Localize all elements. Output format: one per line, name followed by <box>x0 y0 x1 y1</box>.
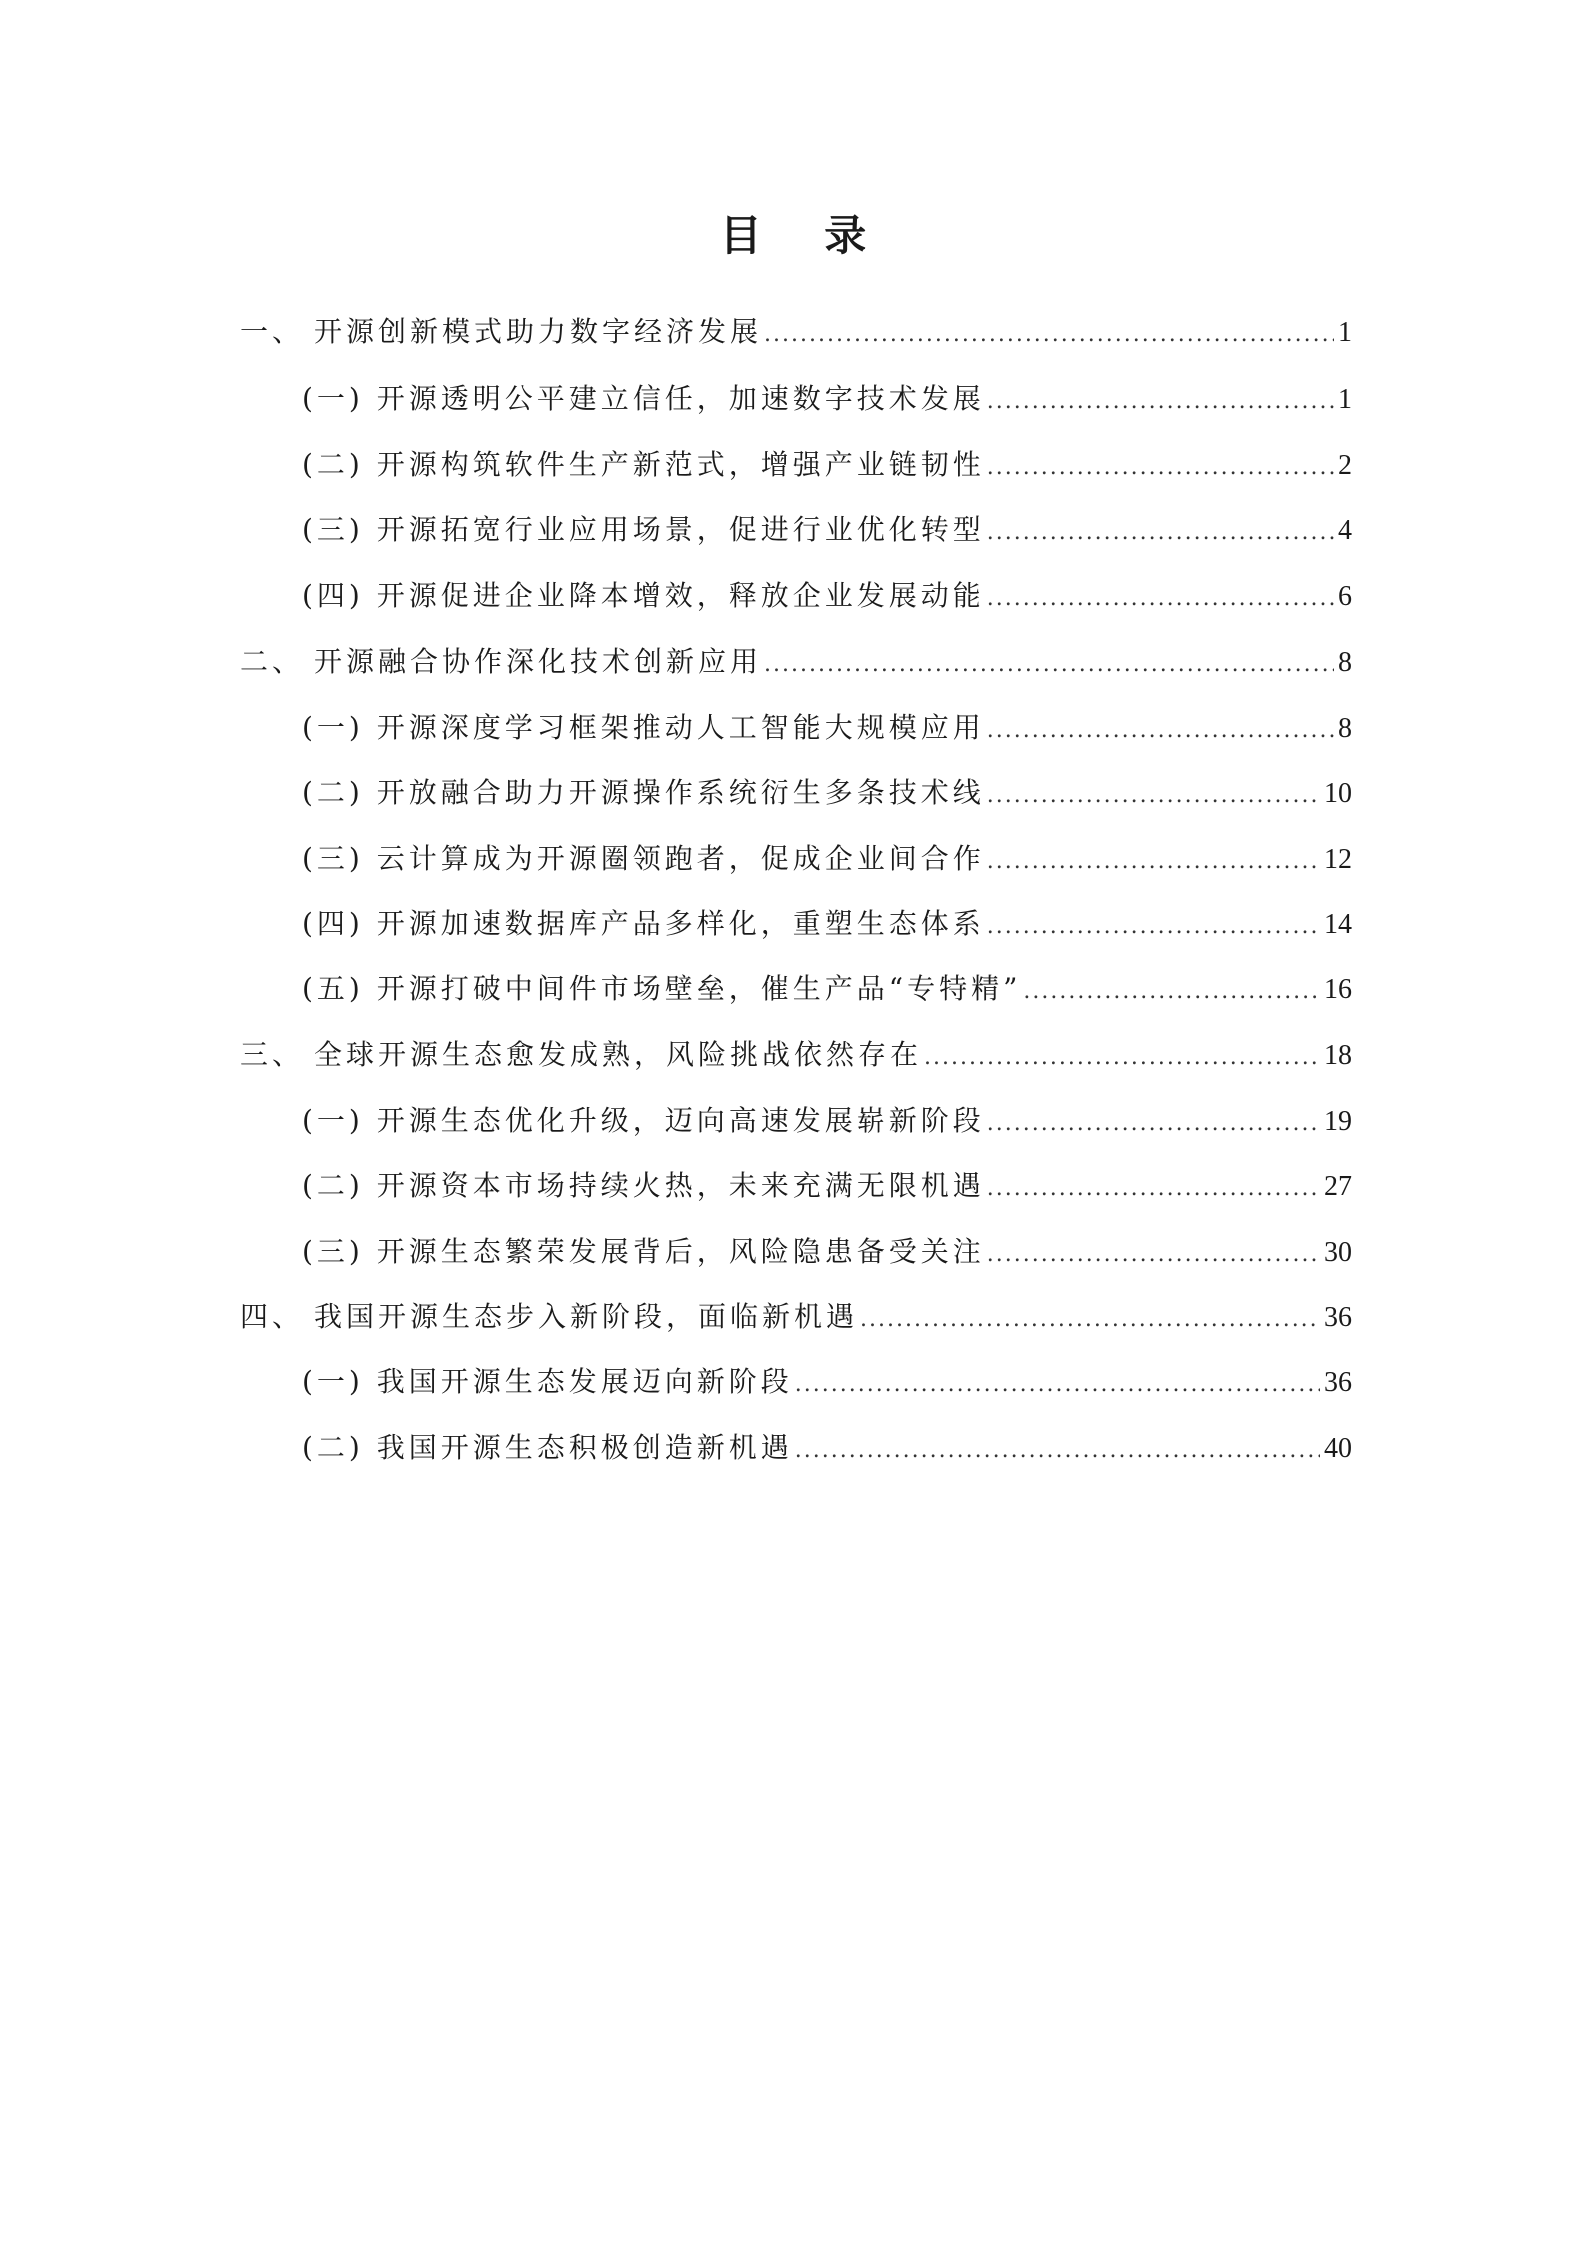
toc-entry-number: 一、 <box>240 315 305 348</box>
toc-entry-page-number: 8 <box>1338 647 1352 678</box>
toc-dot-leader <box>1023 970 1320 1014</box>
toc-dot-leader <box>795 1363 1320 1407</box>
toc-entry-page-number: 14 <box>1324 909 1352 940</box>
toc-entry-title: (三) 开源生态繁荣发展背后，风险隐患备受关注 <box>302 1235 985 1268</box>
toc-entry-title: (二) 开放融合助力开源操作系统衍生多条技术线 <box>302 776 985 809</box>
page-title: 目 录 <box>719 211 891 260</box>
toc-entry-number: 三、 <box>240 1038 305 1071</box>
toc-entry-page-number: 4 <box>1338 515 1352 546</box>
toc-dot-leader <box>987 1167 1320 1211</box>
toc-entry[interactable] <box>302 967 1352 1011</box>
toc-entry[interactable] <box>302 443 1352 487</box>
toc-entry[interactable] <box>302 574 1352 618</box>
toc-entry-title: 全球开源生态愈发成熟，风险挑战依然存在 <box>314 1038 923 1071</box>
toc-entry-number: 四、 <box>240 1300 305 1333</box>
toc-dot-leader <box>764 313 1334 357</box>
toc-entry[interactable] <box>302 1099 1352 1143</box>
toc-entry[interactable] <box>240 1295 1352 1339</box>
toc-entry-title: (五) 开源打破中间件市场壁垒，催生产品“专特精” <box>302 972 1022 1005</box>
toc-dot-leader <box>987 709 1334 753</box>
toc-entry[interactable] <box>240 310 1352 354</box>
toc-entry-title: 我国开源生态步入新阶段，面临新机遇 <box>314 1300 859 1333</box>
toc-entry-title: (一) 我国开源生态发展迈向新阶段 <box>302 1365 793 1398</box>
toc-entry-number: 二、 <box>240 645 305 678</box>
toc-entry-title: (三) 开源拓宽行业应用场景，促进行业优化转型 <box>302 513 985 546</box>
toc-entry[interactable] <box>302 771 1352 815</box>
toc-entry-page-number: 1 <box>1338 384 1352 415</box>
toc-entry-title: 开源融合协作深化技术创新应用 <box>314 645 763 678</box>
toc-dot-leader <box>987 380 1334 424</box>
toc-entry-page-number: 27 <box>1324 1171 1352 1202</box>
toc-entry-title: (三) 云计算成为开源圈领跑者，促成企业间合作 <box>302 842 985 875</box>
toc-entry-title: (一) 开源深度学习框架推动人工智能大规模应用 <box>302 711 985 744</box>
toc-dot-leader <box>924 1036 1320 1080</box>
toc-entry[interactable] <box>302 1230 1352 1274</box>
toc-entry[interactable] <box>302 902 1352 946</box>
toc-entry[interactable] <box>302 508 1352 552</box>
toc-entry-page-number: 8 <box>1338 713 1352 744</box>
toc-entry-title: 开源创新模式助力数字经济发展 <box>314 315 763 348</box>
toc-dot-leader <box>987 446 1334 490</box>
toc-entry-page-number: 12 <box>1324 844 1352 875</box>
toc-dot-leader <box>987 577 1334 621</box>
toc-dot-leader <box>987 774 1320 818</box>
toc-dot-leader <box>764 643 1334 687</box>
toc-entry-page-number: 40 <box>1324 1433 1352 1464</box>
toc-entry[interactable] <box>302 377 1352 421</box>
toc-dot-leader <box>987 511 1334 555</box>
toc-entry[interactable] <box>240 640 1352 684</box>
toc-entry-page-number: 2 <box>1338 450 1352 481</box>
toc-entry-page-number: 36 <box>1324 1302 1352 1333</box>
toc-dot-leader <box>987 840 1320 884</box>
toc-entry-title: (一) 开源透明公平建立信任，加速数字技术发展 <box>302 382 985 415</box>
toc-entry-page-number: 30 <box>1324 1237 1352 1268</box>
toc-entry[interactable] <box>302 837 1352 881</box>
toc-entry-title: (二) 开源构筑软件生产新范式，增强产业链韧性 <box>302 448 985 481</box>
toc-entry-page-number: 10 <box>1324 778 1352 809</box>
toc-entry-title: (四) 开源加速数据库产品多样化，重塑生态体系 <box>302 907 985 940</box>
toc-entry-title: (二) 开源资本市场持续火热，未来充满无限机遇 <box>302 1169 985 1202</box>
toc-entry-title: (一) 开源生态优化升级，迈向高速发展崭新阶段 <box>302 1104 985 1137</box>
toc-entry[interactable] <box>302 1164 1352 1208</box>
toc-dot-leader <box>795 1429 1320 1473</box>
toc-entry-page-number: 18 <box>1324 1040 1352 1071</box>
toc-dot-leader <box>860 1298 1320 1342</box>
toc-entry-page-number: 19 <box>1324 1106 1352 1137</box>
toc-dot-leader <box>987 1102 1320 1146</box>
toc-entry[interactable] <box>302 1426 1352 1470</box>
toc-entry-page-number: 6 <box>1338 581 1352 612</box>
toc-entry-page-number: 36 <box>1324 1367 1352 1398</box>
toc-entry[interactable] <box>302 1360 1352 1404</box>
toc-entry-title: (二) 我国开源生态积极创造新机遇 <box>302 1431 793 1464</box>
toc-entry[interactable] <box>302 706 1352 750</box>
toc-entry-page-number: 16 <box>1324 974 1352 1005</box>
toc-entry-title: (四) 开源促进企业降本增效，释放企业发展动能 <box>302 579 985 612</box>
toc-dot-leader <box>987 1233 1320 1277</box>
toc-entry[interactable] <box>240 1033 1352 1077</box>
toc-entry-page-number: 1 <box>1338 317 1352 348</box>
toc-dot-leader <box>987 905 1320 949</box>
